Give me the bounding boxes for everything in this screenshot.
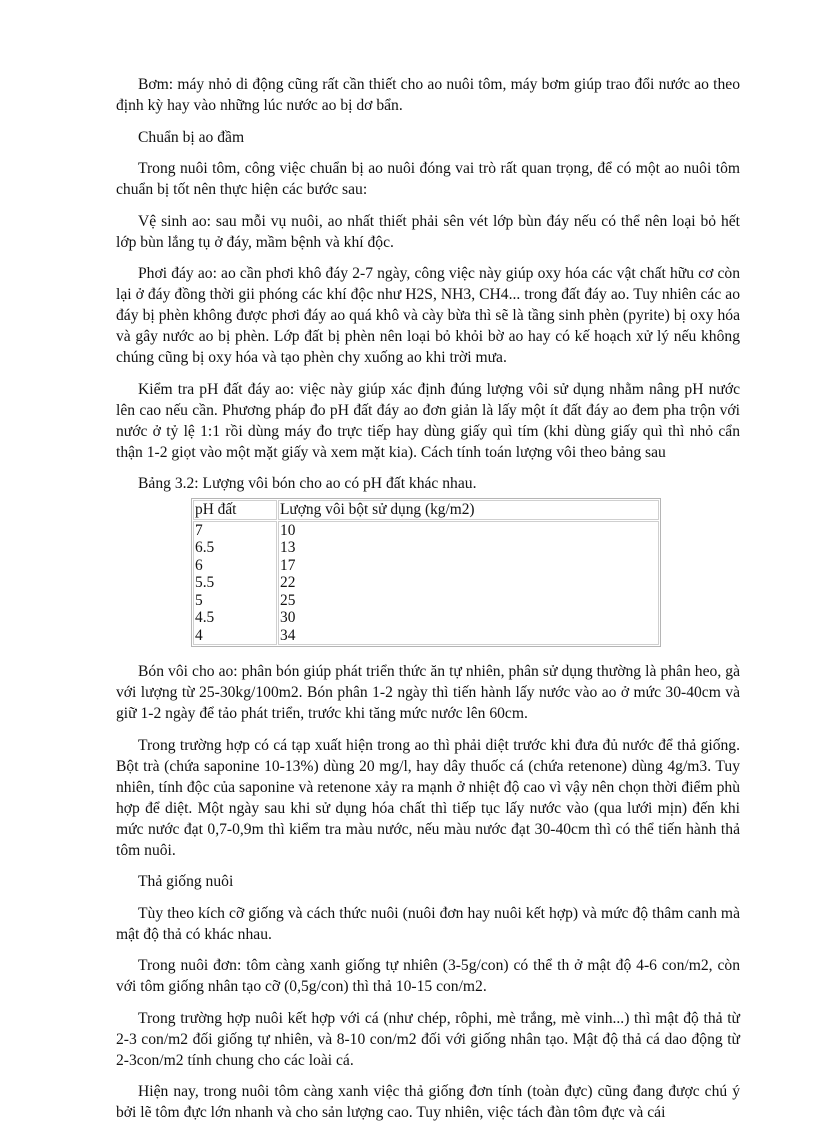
lime-value: 30 <box>280 609 296 626</box>
paragraph-ph-check: Kiểm tra pH đất đáy ao: việc này giúp xác định đúng lượng vôi sử dụng nhằm nâng pH nước lên cao nếu cần. Phương pháp đo pH đất đáy ao đơn giản là lấy một ít đất đáy ao đem pha trộn với nước ở tỷ lệ 1:1 rồi dùng máy đo trực tiếp hay dùng giấy quì tím (khi dùng giấy quì thì nhỏ cẩn thận 1-2 giọt vào một mặt giấy và xem mặt kia). Cách tính toán lượng vôi theo bảng sau <box>116 380 740 461</box>
lime-value: 10 <box>280 521 296 539</box>
paragraph-pond-drying: Phơi đáy ao: ao cần phơi khô đáy 2-7 ngày, công việc này giúp oxy hóa các vật chất hữu cơ còn lại ở đáy đồng thời gii phóng các khí độc như H2S, NH3, CH4... trong đất đáy ao. Tuy nhiên các ao đáy bị phèn không được phơi đáy ao quá khô và cày bừa thì sẽ là tầng sinh phèn (pyrite) bị oxy hóa và gây nước ao bị phèn. Lớp đất bị phèn nên loại bỏ khỏi bờ ao hay có kế hoạch xử lý nếu không chúng cũng bị oxy hóa và tạo phèn chy xuống ao khi trời mưa. <box>116 265 740 366</box>
heading-pond-preparation: Chuẩn bị ao đầm <box>138 128 245 146</box>
paragraph-fertilizing: Bón vôi cho ao: phân bón giúp phát triển thức ăn tự nhiên, phân sử dụng thường là phân heo, gà với lượng từ 25-30kg/100m2. Bón phân 1-2 ngày thì tiến hành lấy nước vào ao ở mức 30-40cm và giữ 1-2 ngày để tảo phát triển, trước khi tăng mức nước lên 60cm. <box>116 663 740 722</box>
ph-value: 4.5 <box>195 609 215 626</box>
paragraph-polyculture: Trong trường hợp nuôi kết hợp với cá (như chép, rôphi, mè trắng, mè vinh...) thì mật độ thả từ 2-3 con/m2 đối giống tự nhiên, và 8-10 con/m2 đối với giống nhân tạo. Mật độ thả cá dao động từ 2-3con/m2 tính chung cho các loài cá. <box>116 1009 740 1069</box>
lime-value: 34 <box>280 626 296 644</box>
paragraph-stocking-intro: Tùy theo kích cỡ giống và cách thức nuôi (nuôi đơn hay nuôi kết hợp) và mức độ thâm canh mà mật độ thả có khác nhau. <box>116 904 740 943</box>
lime-value: 22 <box>280 574 296 591</box>
paragraph-all-male: Hiện nay, trong nuôi tôm càng xanh việc thả giống đơn tính (toàn đực) cũng đang được chú ý bởi lẽ tôm đực lớn nhanh và cho sản lượng cao. Tuy nhiên, việc tách đàn tôm đực và cái <box>116 1083 740 1121</box>
ph-value: 5.5 <box>195 574 215 591</box>
lime-table <box>191 498 661 647</box>
lime-column <box>278 521 659 646</box>
heading-stocking: Thả giống nuôi <box>138 873 234 890</box>
table-header-row <box>193 500 659 520</box>
document-page <box>116 74 740 1134</box>
header-lime-amount: Lượng vôi bột sử dụng (kg/m2) <box>278 500 659 520</box>
lime-value: 17 <box>280 556 296 574</box>
table-caption: Bảng 3.2: Lượng vôi bón cho ao có pH đất khác nhau. <box>138 475 477 492</box>
ph-value: 4 <box>195 626 203 644</box>
lime-value: 25 <box>280 591 296 609</box>
table-body-row <box>193 521 659 646</box>
paragraph-pond-cleaning: Vệ sinh ao: sau mỗi vụ nuôi, ao nhất thiết phải sên vét lớp bùn đáy nếu có thể nên loại bỏ hết lớp bùn lắng tụ ở đáy, mầm bệnh và khí độc. <box>116 212 740 251</box>
ph-value: 7 <box>195 521 203 539</box>
paragraph-monoculture: Trong nuôi đơn: tôm càng xanh giống tự nhiên (3-5g/con) có thể th ở mật độ 4-6 con/m2, còn với tôm giống nhân tạo cỡ (0,5g/con) thì thả 10-15 con/m2. <box>116 957 740 995</box>
paragraph-trash-fish: Trong trường hợp có cá tạp xuất hiện trong ao thì phải diệt trước khi đưa đủ nước để thả giống. Bột trà (chứa saponine 10-13%) dùng 20 mg/l, hay dây thuốc cá (chứa retenone) dùng 4g/m3. Tuy nhiên, tính độc của saponine và retenone xảy ra mạnh ở nhiệt độ cao vì vậy nên chọn thời điểm phù hợp để diệt. Một ngày sau khi sử dụng hóa chất thì tiếp tục lấy nước vào (qua lưới mịn) đến khi mức nước đạt 0,7-0,9m thì kiểm tra màu nước, nếu màu nước đạt 30-40cm thì có thể tiến hành thả tôm nuôi. <box>116 736 740 859</box>
paragraph-pump: Bơm: máy nhỏ di động cũng rất cần thiết cho ao nuôi tôm, máy bơm giúp trao đổi nước ao theo định kỳ hay vào những lúc nước ao bị dơ bẩn. <box>116 76 740 114</box>
lime-value: 13 <box>280 539 296 556</box>
ph-column <box>193 521 277 646</box>
ph-value: 6 <box>195 556 203 574</box>
header-ph: pH đất <box>193 500 277 520</box>
paragraph-pond-intro: Trong nuôi tôm, công việc chuẩn bị ao nuôi đóng vai trò rất quan trọng, để có một ao nuôi tôm chuẩn bị tốt nên thực hiện các bước sau: <box>116 160 740 198</box>
ph-value: 5 <box>195 591 203 609</box>
ph-value: 6.5 <box>195 539 215 556</box>
